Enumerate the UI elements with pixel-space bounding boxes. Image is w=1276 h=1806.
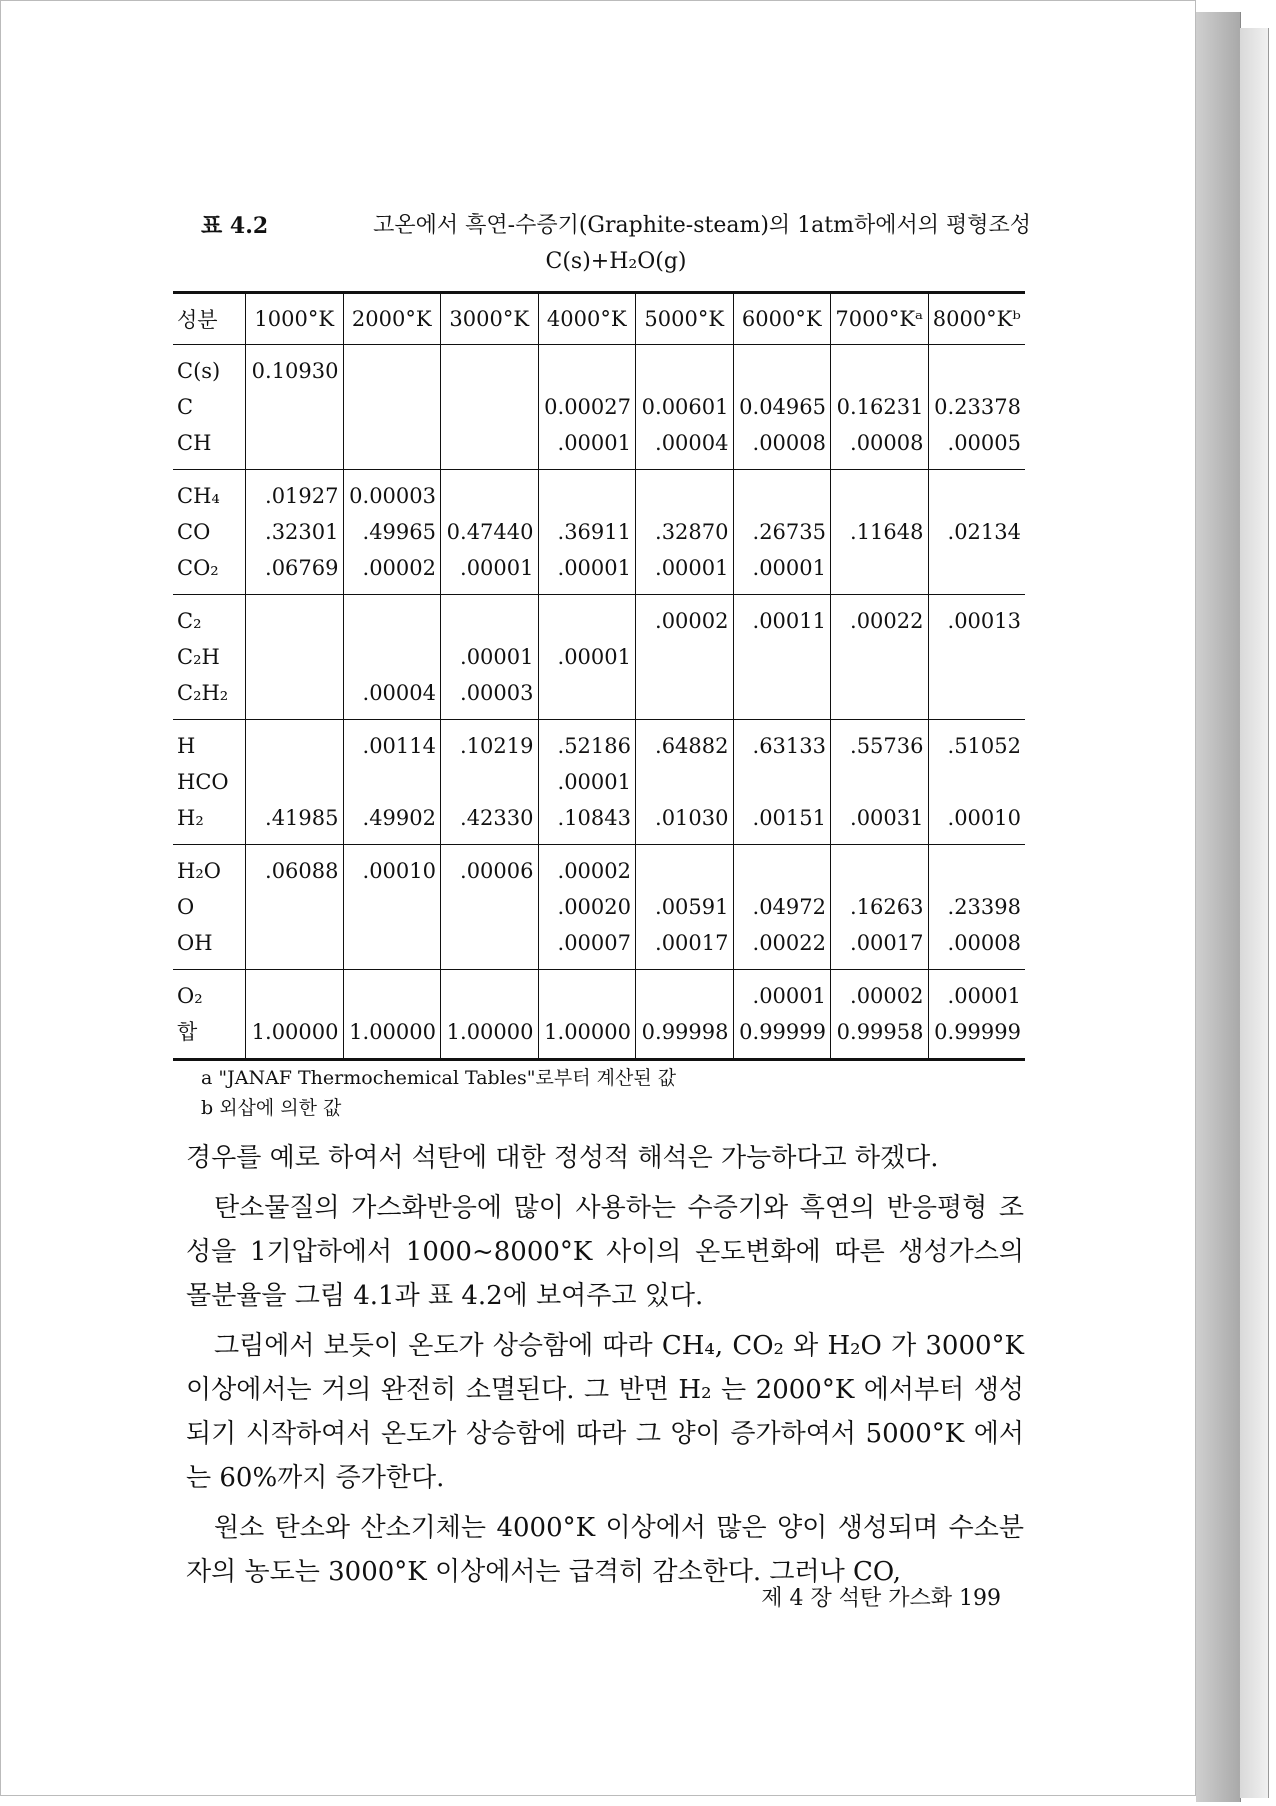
value-cell — [441, 595, 539, 720]
species-label: O₂ — [177, 984, 203, 1008]
mole-fraction — [248, 603, 339, 639]
species-cell — [173, 720, 246, 845]
mole-fraction — [248, 425, 339, 461]
species-cell — [173, 470, 246, 595]
mole-fraction — [248, 889, 339, 925]
mole-fraction: .00001 — [947, 984, 1021, 1008]
mole-fraction: .00011 — [752, 609, 826, 633]
column-header: 2000°K — [343, 293, 441, 345]
value-cell — [831, 345, 929, 470]
paragraph: 원소 탄소와 산소기체는 4000°K 이상에서 많은 양이 생성되며 수소분자의 농도는 3000°K 이상에서는 급격히 감소한다. 그러나 CO, — [186, 1513, 1024, 1587]
species-label: C₂ — [177, 609, 202, 633]
mole-fraction: .00002 — [850, 984, 924, 1008]
mole-fraction: 0.23378 — [934, 395, 1021, 419]
value-cell — [928, 845, 1025, 970]
mole-fraction: .00022 — [752, 931, 826, 955]
value-cell — [636, 970, 734, 1060]
value-cell — [636, 470, 734, 595]
value-cell — [441, 845, 539, 970]
mole-fraction — [346, 764, 437, 800]
value-cell — [441, 470, 539, 595]
mole-fraction — [833, 675, 924, 711]
column-header: 8000°Kᵇ — [928, 293, 1025, 345]
species-label: C₂H — [177, 645, 220, 669]
mole-fraction: 1.00000 — [446, 1020, 534, 1044]
mole-fraction — [443, 353, 534, 389]
mole-fraction: .00591 — [655, 895, 729, 919]
value-cell — [636, 345, 734, 470]
mole-fraction — [443, 389, 534, 425]
mole-fraction: .02134 — [947, 520, 1021, 544]
species-cell — [173, 595, 246, 720]
mole-fraction — [931, 353, 1022, 389]
species-label: CO₂ — [177, 556, 219, 580]
table-header-row — [173, 293, 1025, 345]
species-label: O — [177, 895, 195, 919]
value-cell — [538, 595, 636, 720]
value-cell — [831, 970, 929, 1060]
mole-fraction: .00013 — [947, 609, 1021, 633]
mole-fraction — [541, 978, 632, 1014]
mole-fraction — [541, 675, 632, 711]
value-cell — [246, 470, 344, 595]
value-cell — [636, 720, 734, 845]
mole-fraction — [248, 925, 339, 961]
note-a: a "JANAF Thermochemical Tables"로부터 계산된 값 — [201, 1067, 677, 1089]
mole-fraction — [443, 425, 534, 461]
mole-fraction: .49902 — [362, 806, 436, 830]
mole-fraction: .63133 — [752, 734, 826, 758]
mole-fraction: .00001 — [752, 984, 826, 1008]
mole-fraction: .00020 — [557, 895, 631, 919]
table-row-group — [173, 595, 1025, 720]
value-cell — [928, 720, 1025, 845]
mole-fraction: .52186 — [557, 734, 631, 758]
value-cell — [246, 345, 344, 470]
mole-fraction — [931, 853, 1022, 889]
column-header: 4000°K — [538, 293, 636, 345]
mole-fraction — [736, 853, 827, 889]
value-cell — [343, 845, 441, 970]
value-cell — [343, 470, 441, 595]
mole-fraction: .00001 — [557, 645, 631, 669]
mole-fraction — [736, 764, 827, 800]
value-cell — [246, 595, 344, 720]
value-cell — [343, 345, 441, 470]
mole-fraction: .49965 — [362, 520, 436, 544]
page-stack-edge-outer — [1240, 28, 1269, 1798]
table-label: 표 4.2 — [201, 213, 269, 239]
mole-fraction: .00007 — [557, 931, 631, 955]
mole-fraction: .26735 — [752, 520, 826, 544]
mole-fraction — [833, 550, 924, 586]
column-header: 6000°K — [733, 293, 831, 345]
table-caption — [201, 208, 1031, 280]
species-cell — [173, 970, 246, 1060]
value-cell — [538, 720, 636, 845]
column-header: 성분 — [173, 293, 246, 345]
mole-fraction: .04972 — [752, 895, 826, 919]
mole-fraction — [931, 764, 1022, 800]
mole-fraction: .36911 — [557, 520, 631, 544]
mole-fraction: .00017 — [655, 931, 729, 955]
value-cell — [538, 345, 636, 470]
value-cell — [831, 595, 929, 720]
mole-fraction — [736, 353, 827, 389]
value-cell — [343, 595, 441, 720]
species-label: H₂ — [177, 806, 204, 830]
mole-fraction — [346, 639, 437, 675]
mole-fraction: 1.00000 — [544, 1020, 631, 1044]
mole-fraction: .00003 — [460, 681, 534, 705]
mole-fraction — [248, 728, 339, 764]
species-label: OH — [177, 931, 213, 955]
species-label: CO — [177, 520, 211, 544]
value-cell — [441, 345, 539, 470]
mole-fraction: .00114 — [362, 734, 436, 758]
mole-fraction: 0.99999 — [739, 1020, 826, 1044]
mole-fraction: 0.99999 — [934, 1020, 1021, 1044]
mole-fraction — [931, 639, 1022, 675]
value-cell — [246, 720, 344, 845]
mole-fraction — [346, 603, 437, 639]
table-title: 고온에서 흑연-수증기(Graphite-steam)의 1atm하에서의 평형조성 — [373, 213, 1031, 238]
mole-fraction — [638, 978, 729, 1014]
value-cell — [343, 970, 441, 1060]
mole-fraction — [541, 603, 632, 639]
mole-fraction — [736, 639, 827, 675]
mole-fraction — [638, 853, 729, 889]
mole-fraction: 0.10930 — [251, 359, 339, 383]
mole-fraction — [638, 478, 729, 514]
species-label: H — [177, 734, 196, 758]
table-row-group — [173, 470, 1025, 595]
mole-fraction: 0.47440 — [446, 520, 534, 544]
mole-fraction: .00017 — [850, 931, 924, 955]
mole-fraction: .06088 — [265, 859, 339, 883]
mole-fraction: .00001 — [460, 645, 534, 669]
value-cell — [928, 345, 1025, 470]
table-row-group — [173, 845, 1025, 970]
column-header: 7000°Kᵃ — [831, 293, 929, 345]
mole-fraction — [248, 764, 339, 800]
value-cell — [928, 470, 1025, 595]
mole-fraction: .00008 — [947, 931, 1021, 955]
mole-fraction — [443, 925, 534, 961]
mole-fraction: .55736 — [850, 734, 924, 758]
mole-fraction — [638, 639, 729, 675]
value-cell — [538, 845, 636, 970]
mole-fraction: 0.16231 — [836, 395, 924, 419]
mole-fraction: .00006 — [460, 859, 534, 883]
mole-fraction: .11648 — [850, 520, 924, 544]
mole-fraction — [346, 925, 437, 961]
mole-fraction — [638, 675, 729, 711]
mole-fraction — [443, 889, 534, 925]
mole-fraction — [931, 675, 1022, 711]
mole-fraction: .00001 — [752, 556, 826, 580]
species-label: HCO — [177, 770, 229, 794]
mole-fraction — [736, 478, 827, 514]
value-cell — [636, 595, 734, 720]
value-cell — [636, 845, 734, 970]
table-notes — [201, 1063, 676, 1123]
species-label: H₂O — [177, 859, 221, 883]
species-label: CH₄ — [177, 484, 220, 508]
mole-fraction: .00008 — [850, 431, 924, 455]
mole-fraction — [541, 478, 632, 514]
mole-fraction: 0.99958 — [836, 1020, 924, 1044]
value-cell — [831, 470, 929, 595]
value-cell — [733, 470, 831, 595]
value-cell — [246, 845, 344, 970]
table-row-group — [173, 720, 1025, 845]
species-label: C — [177, 395, 194, 419]
mole-fraction: .10219 — [460, 734, 534, 758]
mole-fraction — [443, 978, 534, 1014]
mole-fraction: .00001 — [557, 556, 631, 580]
mole-fraction — [833, 853, 924, 889]
mole-fraction: .32870 — [655, 520, 729, 544]
body-text — [186, 1136, 1024, 1600]
mole-fraction: 1.00000 — [349, 1020, 436, 1044]
mole-fraction — [443, 764, 534, 800]
value-cell — [538, 970, 636, 1060]
mole-fraction — [346, 889, 437, 925]
mole-fraction: .32301 — [265, 520, 339, 544]
mole-fraction — [833, 353, 924, 389]
page-stack-edge — [1196, 12, 1241, 1802]
value-cell — [733, 970, 831, 1060]
page-footer: 제 4 장 석탄 가스화 199 — [761, 1586, 1001, 1611]
mole-fraction: .00002 — [362, 556, 436, 580]
note-b: b 외삽에 의한 값 — [201, 1097, 342, 1119]
mole-fraction: .51052 — [947, 734, 1021, 758]
mole-fraction — [248, 675, 339, 711]
value-cell — [831, 845, 929, 970]
mole-fraction: .00002 — [655, 609, 729, 633]
value-cell — [733, 720, 831, 845]
species-label: C₂H₂ — [177, 681, 229, 705]
mole-fraction — [833, 478, 924, 514]
mole-fraction: 0.00027 — [544, 395, 631, 419]
mole-fraction: .00010 — [947, 806, 1021, 830]
table-row-group — [173, 345, 1025, 470]
table-row-group — [173, 970, 1025, 1060]
mole-fraction — [248, 978, 339, 1014]
mole-fraction: 0.04965 — [739, 395, 826, 419]
mole-fraction — [931, 550, 1022, 586]
mole-fraction: .00001 — [557, 770, 631, 794]
species-label: CH — [177, 431, 212, 455]
value-cell — [831, 720, 929, 845]
mole-fraction — [736, 675, 827, 711]
paragraph: 경우를 예로 하여서 석탄에 대한 정성적 해석은 가능하다고 하겠다. — [186, 1143, 939, 1173]
equilibrium-composition-table — [173, 291, 1025, 1061]
paragraph: 그림에서 보듯이 온도가 상승함에 따라 CH₄, CO₂ 와 H₂O 가 3000°K 이상에서는 거의 완전히 소멸된다. 그 반면 H₂ 는 2000°K 에서부터 생성되기 시작하여서 온도가 상승함에 따라 그 양이 증가하여서 5000°K 에서는 60%까지 증가한다. — [186, 1331, 1024, 1493]
table-formula: C(s)+H₂O(g) — [545, 249, 687, 274]
mole-fraction: 0.99998 — [641, 1020, 729, 1044]
value-cell — [733, 595, 831, 720]
mole-fraction: .64882 — [655, 734, 729, 758]
species-cell — [173, 345, 246, 470]
species-cell — [173, 845, 246, 970]
mole-fraction: .00001 — [655, 556, 729, 580]
value-cell — [733, 345, 831, 470]
mole-fraction — [833, 639, 924, 675]
value-cell — [928, 595, 1025, 720]
mole-fraction: .00004 — [362, 681, 436, 705]
mole-fraction: .10843 — [557, 806, 631, 830]
mole-fraction: .00002 — [557, 859, 631, 883]
mole-fraction: .00010 — [362, 859, 436, 883]
mole-fraction: .01030 — [655, 806, 729, 830]
mole-fraction — [346, 353, 437, 389]
paragraph: 탄소물질의 가스화반응에 많이 사용하는 수증기와 흑연의 반응평형 조성을 1기압하에서 1000~8000°K 사이의 온도변화에 따른 생성가스의 몰분율을 그림 4.1과 표 4.2에 보여주고 있다. — [186, 1193, 1024, 1311]
column-header: 1000°K — [246, 293, 344, 345]
mole-fraction: .41985 — [265, 806, 339, 830]
mole-fraction — [346, 425, 437, 461]
mole-fraction: .00001 — [557, 431, 631, 455]
mole-fraction: 1.00000 — [251, 1020, 339, 1044]
value-cell — [246, 970, 344, 1060]
mole-fraction: .00022 — [850, 609, 924, 633]
mole-fraction: 0.00003 — [349, 484, 436, 508]
species-label: C(s) — [177, 359, 221, 383]
mole-fraction: .23398 — [947, 895, 1021, 919]
mole-fraction — [931, 478, 1022, 514]
mole-fraction: .06769 — [265, 556, 339, 580]
mole-fraction: .00008 — [752, 431, 826, 455]
mole-fraction — [541, 353, 632, 389]
mole-fraction: .00031 — [850, 806, 924, 830]
mole-fraction — [443, 478, 534, 514]
column-header: 3000°K — [441, 293, 539, 345]
mole-fraction: 0.00601 — [641, 395, 729, 419]
value-cell — [343, 720, 441, 845]
mole-fraction — [638, 764, 729, 800]
mole-fraction — [833, 764, 924, 800]
mole-fraction: .00005 — [947, 431, 1021, 455]
mole-fraction — [346, 389, 437, 425]
value-cell — [441, 970, 539, 1060]
mole-fraction — [248, 389, 339, 425]
mole-fraction — [346, 978, 437, 1014]
mole-fraction: .00151 — [752, 806, 826, 830]
mole-fraction: .01927 — [265, 484, 339, 508]
value-cell — [538, 470, 636, 595]
value-cell — [441, 720, 539, 845]
value-cell — [928, 970, 1025, 1060]
species-label: 합 — [177, 1020, 198, 1044]
column-header: 5000°K — [636, 293, 734, 345]
mole-fraction: .00001 — [460, 556, 534, 580]
mole-fraction — [443, 603, 534, 639]
mole-fraction: .00004 — [655, 431, 729, 455]
mole-fraction — [638, 353, 729, 389]
mole-fraction — [248, 639, 339, 675]
mole-fraction: .16263 — [850, 895, 924, 919]
value-cell — [733, 845, 831, 970]
mole-fraction: .42330 — [460, 806, 534, 830]
